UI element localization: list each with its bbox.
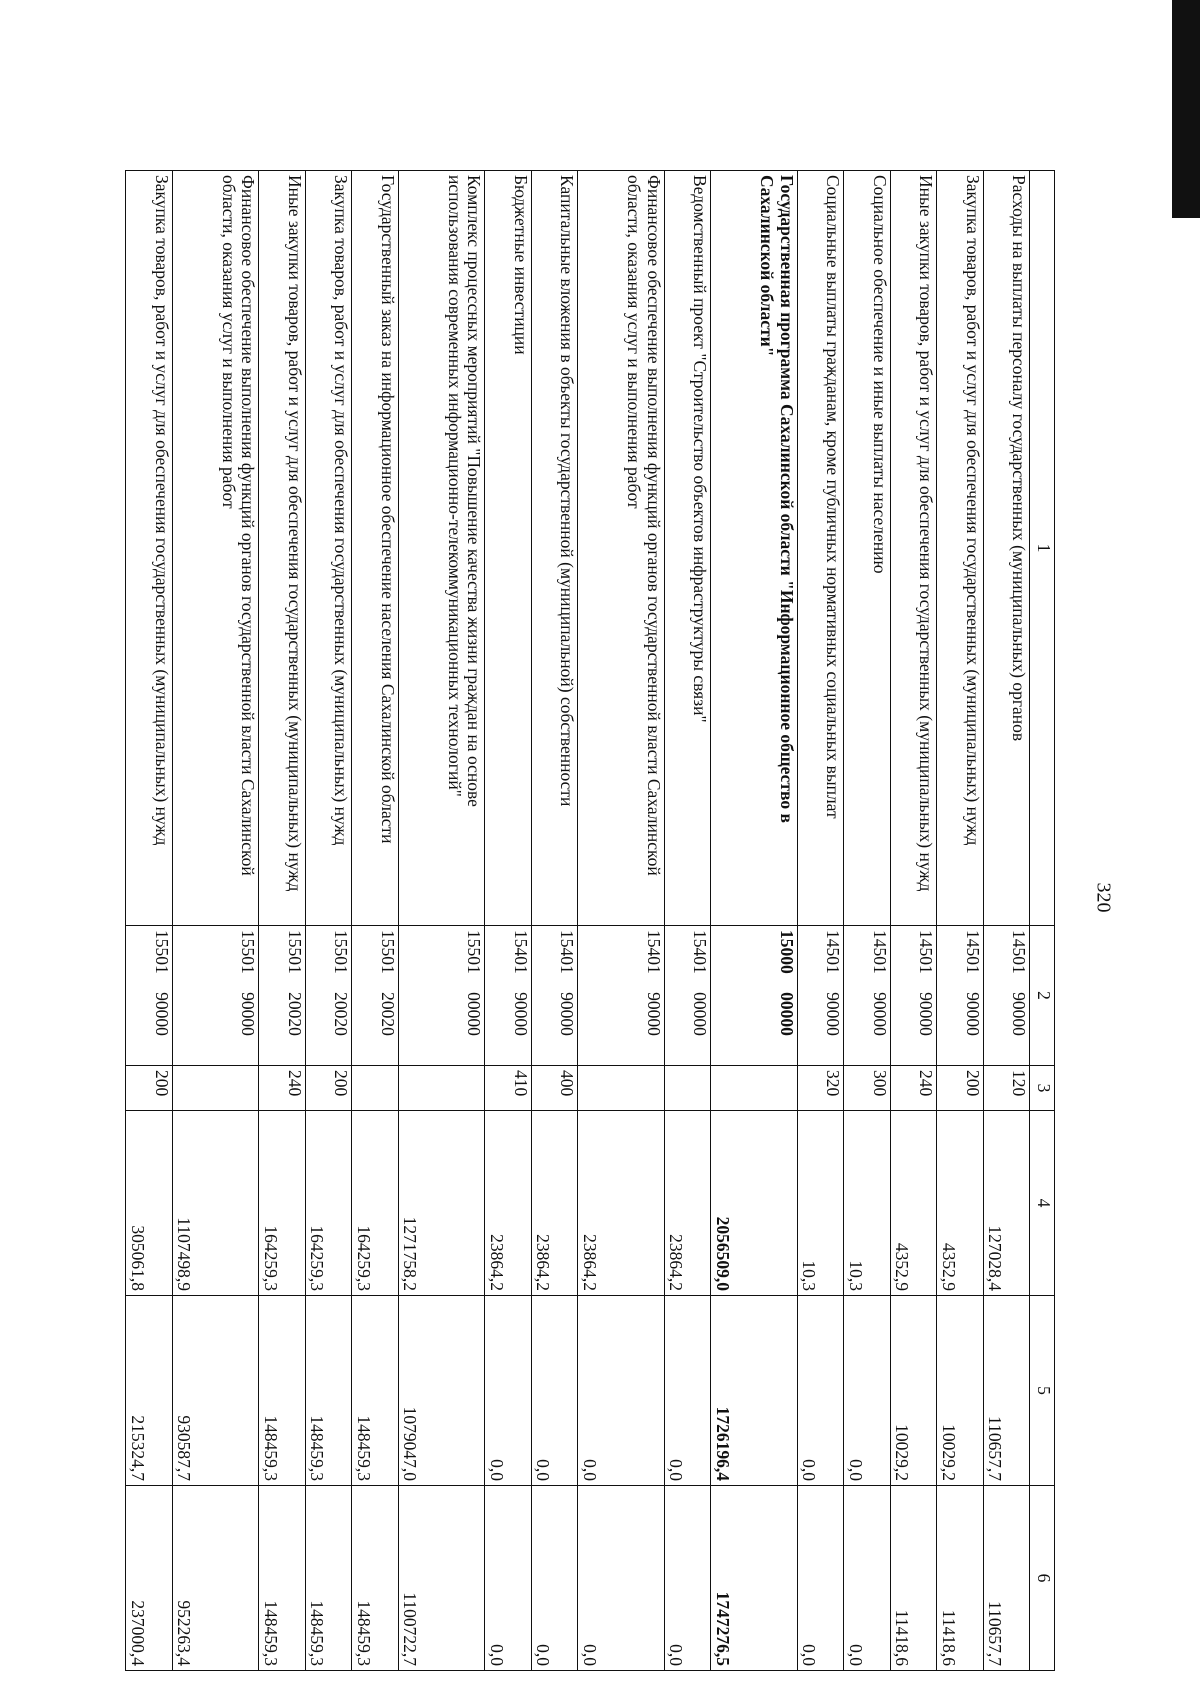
row-code: 15000 00000: [711, 926, 798, 1066]
row-value-4: 127028,4: [983, 1111, 1029, 1296]
row-name: Социальные выплаты гражданам, кроме публичных нормативных социальных выплат: [797, 171, 843, 926]
row-value-5: 930587,7: [172, 1296, 259, 1486]
row-value-4: 164259,3: [352, 1111, 398, 1296]
table-row: [172, 171, 259, 1671]
row-name: Ведомственный проект "Строительство объектов инфраструктуры связи": [664, 171, 710, 926]
row-value-4: 2056509,0: [711, 1111, 798, 1296]
row-value-5: 0,0: [531, 1296, 577, 1486]
row-value-5: 1726196,4: [711, 1296, 798, 1486]
table-row: [890, 171, 936, 1671]
row-value-4: 23864,2: [531, 1111, 577, 1296]
row-value-4: 164259,3: [305, 1111, 351, 1296]
row-value-4: 23864,2: [578, 1111, 665, 1296]
row-name: Социальное обеспечение и иные выплаты населению: [844, 171, 890, 926]
row-code: 15401 00000: [664, 926, 710, 1066]
row-expense-type: 320: [797, 1066, 843, 1111]
row-code: 15501 00000: [398, 926, 485, 1066]
row-code: 14501 90000: [890, 926, 936, 1066]
row-value-4: 164259,3: [259, 1111, 305, 1296]
header-cell-6: 6: [1030, 1486, 1055, 1671]
row-value-5: 0,0: [797, 1296, 843, 1486]
row-code: 15501 20020: [259, 926, 305, 1066]
table-body: [126, 171, 1030, 1671]
header-cell-3: 3: [1030, 1066, 1055, 1111]
table-row: [126, 171, 173, 1671]
row-value-4: 4352,9: [890, 1111, 936, 1296]
header-cell-1: 1: [1030, 171, 1055, 926]
row-value-6: 1747276,5: [711, 1486, 798, 1671]
row-name: Финансовое обеспечение выполнения функций органов государственной власти Сахалинской области, оказания услуг и выполнения работ: [578, 171, 665, 926]
table-row: [259, 171, 305, 1671]
row-value-6: 148459,3: [305, 1486, 351, 1671]
row-code: 15501 20020: [305, 926, 351, 1066]
table-row: [983, 171, 1029, 1671]
row-expense-type: 410: [485, 1066, 531, 1111]
row-value-6: 0,0: [844, 1486, 890, 1671]
row-code: 15401 90000: [485, 926, 531, 1066]
row-value-4: 10,3: [844, 1111, 890, 1296]
table-row: [305, 171, 351, 1671]
row-value-6: 237000,4: [126, 1486, 173, 1671]
row-value-4: 23864,2: [485, 1111, 531, 1296]
row-name: Капитальные вложения в объекты государственной (муниципальной) собственности: [531, 171, 577, 926]
row-code: 15501 20020: [352, 926, 398, 1066]
row-value-6: 952263,4: [172, 1486, 259, 1671]
row-expense-type: 200: [305, 1066, 351, 1111]
table-row: [485, 171, 531, 1671]
row-value-6: 0,0: [797, 1486, 843, 1671]
row-value-6: 11418,6: [937, 1486, 983, 1671]
row-name: Государственная программа Сахалинской области "Информационное общество в Сахалинской области": [711, 171, 798, 926]
row-expense-type: [711, 1066, 798, 1111]
row-value-4: 1107498,9: [172, 1111, 259, 1296]
row-value-6: 110657,7: [983, 1486, 1029, 1671]
row-expense-type: 240: [890, 1066, 936, 1111]
row-name: Иные закупки товаров, работ и услуг для обеспечения государственных (муниципальных) нужд: [890, 171, 936, 926]
page-number: 320: [1092, 882, 1115, 913]
budget-table: [125, 170, 1055, 1671]
row-name: Закупка товаров, работ и услуг для обеспечения государственных (муниципальных) нужд: [937, 171, 983, 926]
header-cell-5: 5: [1030, 1296, 1055, 1486]
row-value-4: 305061,8: [126, 1111, 173, 1296]
row-value-4: 4352,9: [937, 1111, 983, 1296]
row-value-4: 1271758,2: [398, 1111, 485, 1296]
row-value-6: 148459,3: [259, 1486, 305, 1671]
table-row: [664, 171, 710, 1671]
row-expense-type: [398, 1066, 485, 1111]
row-name: Иные закупки товаров, работ и услуг для обеспечения государственных (муниципальных) нужд: [259, 171, 305, 926]
row-code: 15401 90000: [578, 926, 665, 1066]
row-expense-type: [578, 1066, 665, 1111]
row-expense-type: [664, 1066, 710, 1111]
row-value-6: 0,0: [485, 1486, 531, 1671]
row-name: Государственный заказ на информационное обеспечение населения Сахалинской области: [352, 171, 398, 926]
row-name: Расходы на выплаты персоналу государственных (муниципальных) органов: [983, 171, 1029, 926]
row-expense-type: 200: [937, 1066, 983, 1111]
row-code: 14501 90000: [937, 926, 983, 1066]
row-value-6: 0,0: [578, 1486, 665, 1671]
header-cell-2: 2: [1030, 926, 1055, 1066]
row-expense-type: 400: [531, 1066, 577, 1111]
row-code: 15501 90000: [172, 926, 259, 1066]
row-code: 14501 90000: [983, 926, 1029, 1066]
header-row: [1030, 171, 1055, 1671]
row-value-4: 10,3: [797, 1111, 843, 1296]
row-value-5: 215324,7: [126, 1296, 173, 1486]
table-row: [844, 171, 890, 1671]
row-value-5: 0,0: [844, 1296, 890, 1486]
row-value-5: 148459,3: [352, 1296, 398, 1486]
row-value-5: 0,0: [664, 1296, 710, 1486]
row-expense-type: 300: [844, 1066, 890, 1111]
row-value-4: 23864,2: [664, 1111, 710, 1296]
row-value-5: 148459,3: [259, 1296, 305, 1486]
row-value-5: 148459,3: [305, 1296, 351, 1486]
row-value-5: 0,0: [485, 1296, 531, 1486]
row-code: 15401 90000: [531, 926, 577, 1066]
row-value-6: 1100722,7: [398, 1486, 485, 1671]
row-name: Комплекс процессных мероприятий "Повышение качества жизни граждан на основе использования современных информационно-телекоммуникационных технологий": [398, 171, 485, 926]
rotated-table-container: [125, 170, 1055, 1670]
table-row: [797, 171, 843, 1671]
row-value-6: 0,0: [664, 1486, 710, 1671]
row-expense-type: [172, 1066, 259, 1111]
header-cell-4: 4: [1030, 1111, 1055, 1296]
row-name: Закупка товаров, работ и услуг для обеспечения государственных (муниципальных) нужд: [305, 171, 351, 926]
table-row: [398, 171, 485, 1671]
table-row: [937, 171, 983, 1671]
row-value-6: 0,0: [531, 1486, 577, 1671]
row-value-6: 148459,3: [352, 1486, 398, 1671]
row-code: 15501 90000: [126, 926, 173, 1066]
table-row: [711, 171, 798, 1671]
row-name: Финансовое обеспечение выполнения функций органов государственной власти Сахалинской области, оказания услуг и выполнения работ: [172, 171, 259, 926]
row-value-5: 10029,2: [937, 1296, 983, 1486]
row-expense-type: 120: [983, 1066, 1029, 1111]
row-expense-type: 200: [126, 1066, 173, 1111]
row-expense-type: [352, 1066, 398, 1111]
row-value-5: 110657,7: [983, 1296, 1029, 1486]
table-row: [578, 171, 665, 1671]
row-code: 14501 90000: [844, 926, 890, 1066]
table-row: [531, 171, 577, 1671]
row-value-5: 0,0: [578, 1296, 665, 1486]
row-name: Закупка товаров, работ и услуг для обеспечения государственных (муниципальных) нужд: [126, 171, 173, 926]
row-expense-type: 240: [259, 1066, 305, 1111]
row-value-5: 10029,2: [890, 1296, 936, 1486]
scan-edge-bar: [1172, 0, 1200, 218]
row-code: 14501 90000: [797, 926, 843, 1066]
row-value-6: 11418,6: [890, 1486, 936, 1671]
row-value-5: 1079047,0: [398, 1296, 485, 1486]
row-name: Бюджетные инвестиции: [485, 171, 531, 926]
table-row: [352, 171, 398, 1671]
